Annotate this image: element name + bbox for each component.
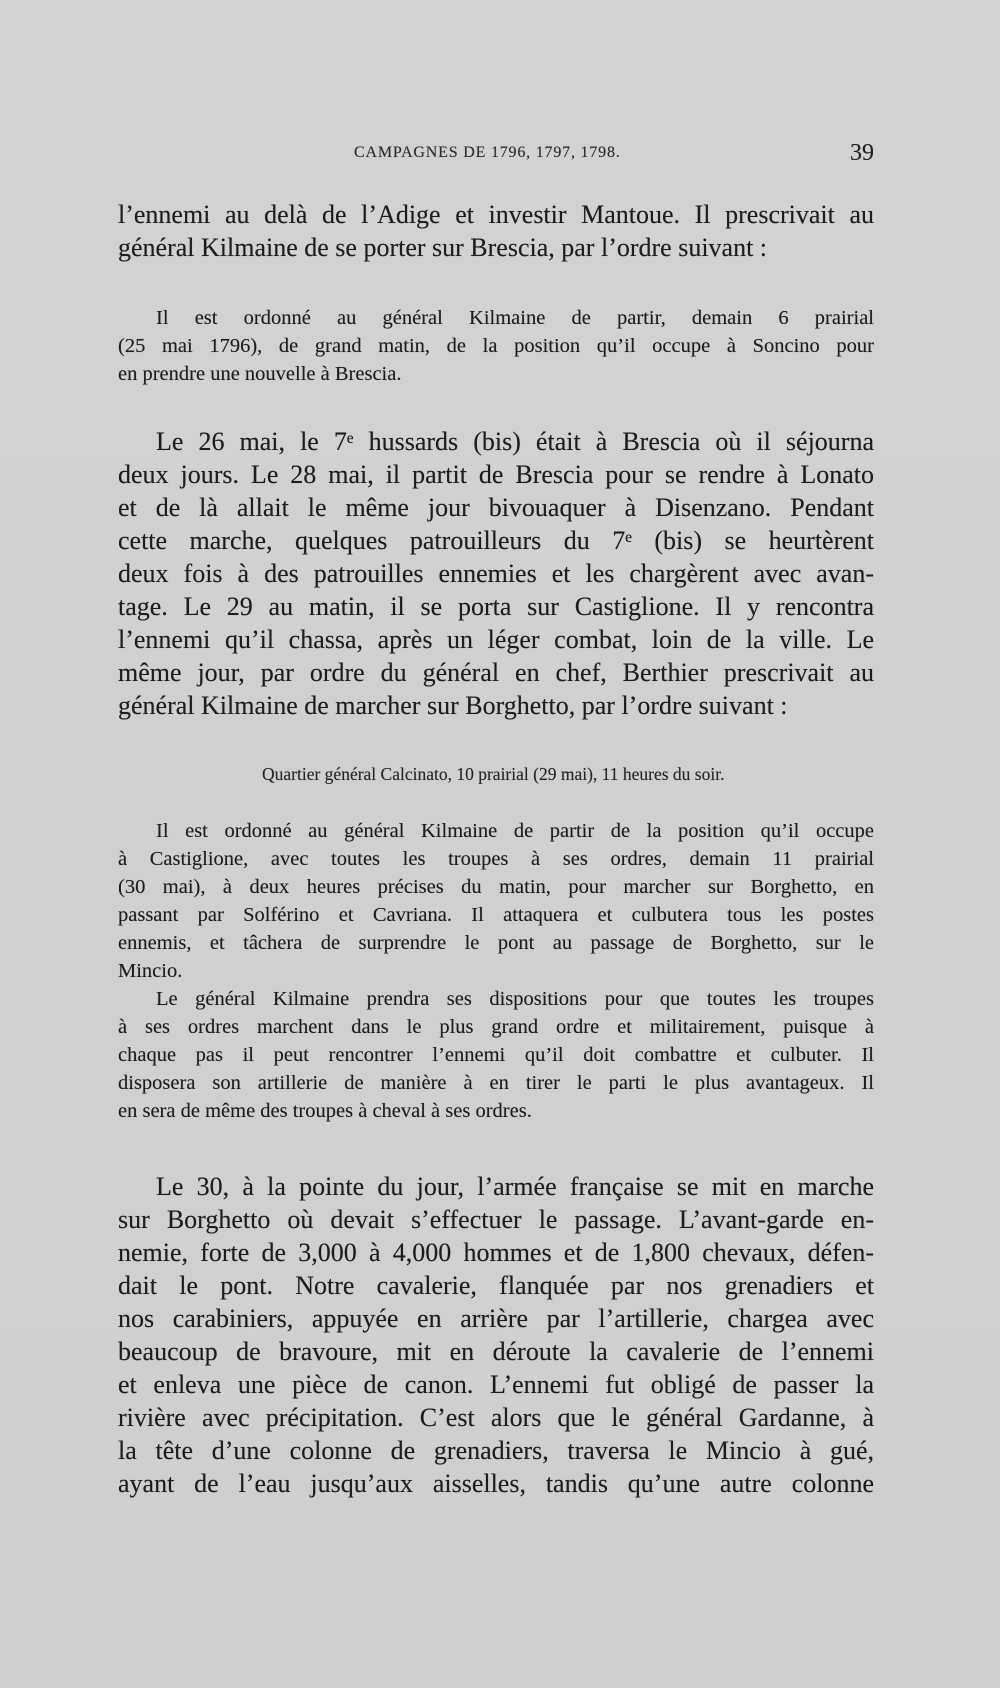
text-line: nemie, forte de 3,000 à 4,000 hommes et de 1,800 chevaux, défen- [118, 1238, 874, 1267]
text-line: disposera son artillerie de manière à en tirer le parti le plus avantageux. Il [118, 1072, 874, 1094]
text-line: Il est ordonné au général Kilmaine de partir, demain 6 prairial [156, 307, 874, 329]
text-line: l’ennemi au delà de l’Adige et investir Mantoue. Il prescrivait au [118, 200, 874, 229]
text-line: deux fois à des patrouilles ennemies et les chargèrent avec avan- [118, 559, 874, 588]
text-line: nos carabiniers, appuyée en arrière par l’artillerie, chargea avec [118, 1304, 874, 1333]
text-line: l’ennemi qu’il chassa, après un léger combat, loin de la ville. Le [118, 625, 874, 654]
paragraph-hussards [118, 425, 874, 722]
order-dispositions [118, 985, 874, 1125]
text-line: (25 mai 1796), de grand matin, de la position qu’il occupe à Soncino pour [118, 335, 874, 357]
text-line: en prendre une nouvelle à Brescia. [118, 363, 402, 385]
text-line: Le général Kilmaine prendra ses dispositions pour que toutes les troupes [156, 988, 874, 1010]
text-line: tage. Le 29 au matin, il se porta sur Castiglione. Il y rencontra [118, 592, 874, 621]
order-kilmaine-brescia [118, 304, 874, 388]
text-line: (30 mai), à deux heures précises du matin, pour marcher sur Borghetto, en [118, 876, 874, 898]
text-line: rivière avec précipitation. C’est alors que le général Gardanne, à [118, 1403, 874, 1432]
page-number: 39 [850, 140, 874, 166]
text-line: à Castiglione, avec toutes les troupes à ses ordres, demain 11 prairial [118, 848, 874, 870]
paragraph-intro [118, 198, 874, 264]
text-line: et enleva une pièce de canon. L’ennemi fut obligé de passer la [118, 1370, 874, 1399]
text-line: cette marche, quelques patrouilleurs du 7ᵉ (bis) se heurtèrent [118, 526, 874, 555]
text-line: en sera de même des troupes à cheval à ses ordres. [118, 1100, 532, 1122]
text-line: ennemis, et tâchera de surprendre le pont au passage de Borghetto, sur le [118, 932, 874, 954]
text-line: dait le pont. Notre cavalerie, flanquée par nos grenadiers et [118, 1271, 874, 1300]
text-line: à ses ordres marchent dans le plus grand ordre et militairement, puisque à [118, 1016, 874, 1038]
text-line: général Kilmaine de marcher sur Borghetto, par l’ordre suivant : [118, 691, 788, 720]
order-dateline: Quartier général Calcinato, 10 prairial (29 mai), 11 heures du soir. [262, 764, 725, 784]
order-kilmaine-borghetto [118, 817, 874, 985]
text-line: passant par Solférino et Cavriana. Il attaquera et culbutera tous les postes [118, 904, 874, 926]
text-line: chaque pas il peut rencontrer l’ennemi qu’il doit combattre et culbuter. Il [118, 1044, 874, 1066]
paragraph-borghetto [118, 1170, 874, 1500]
text-line: Il est ordonné au général Kilmaine de partir de la position qu’il occupe [156, 820, 874, 842]
text-line: beaucoup de bravoure, mit en déroute la cavalerie de l’ennemi [118, 1337, 874, 1366]
text-line: même jour, par ordre du général en chef, Berthier prescrivait au [118, 658, 874, 687]
running-title: CAMPAGNES DE 1796, 1797, 1798. [354, 144, 621, 161]
page-header [118, 140, 874, 174]
text-line: Le 30, à la pointe du jour, l’armée française se mit en marche [156, 1172, 874, 1201]
text-line: sur Borghetto où devait s’effectuer le passage. L’avant-garde en- [118, 1205, 874, 1234]
text-line: Mincio. [118, 960, 183, 982]
text-line: ayant de l’eau jusqu’aux aisselles, tandis qu’une autre colonne [118, 1469, 874, 1498]
text-line: la tête d’une colonne de grenadiers, traversa le Mincio à gué, [118, 1436, 874, 1465]
text-line: et de là allait le même jour bivouaquer à Disenzano. Pendant [118, 493, 874, 522]
text-line: général Kilmaine de se porter sur Brescia, par l’ordre suivant : [118, 233, 768, 262]
text-line: Le 26 mai, le 7ᵉ hussards (bis) était à Brescia où il séjourna [156, 427, 874, 456]
text-line: deux jours. Le 28 mai, il partit de Brescia pour se rendre à Lonato [118, 460, 874, 489]
